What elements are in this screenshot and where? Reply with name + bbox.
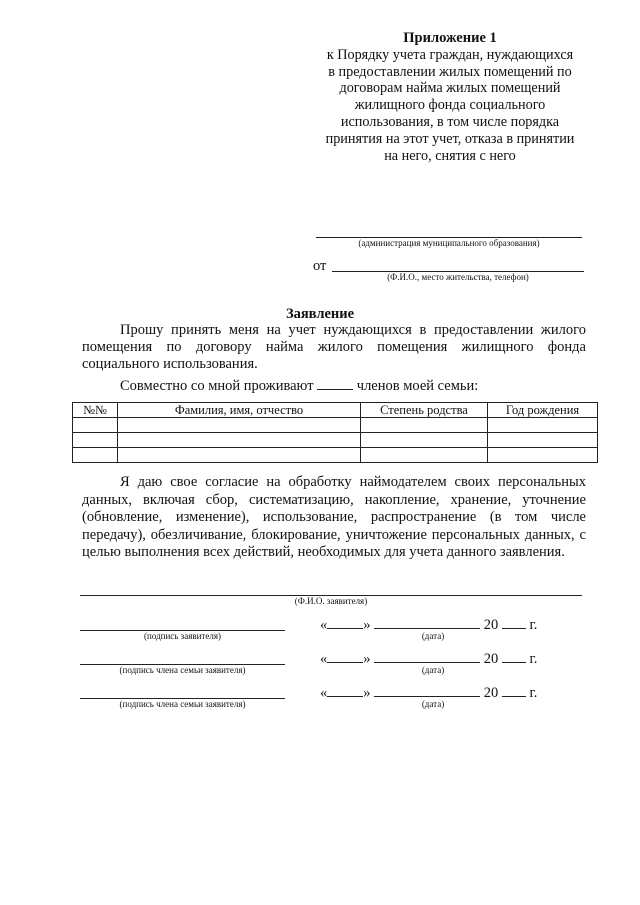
day-field[interactable] [327,616,363,629]
table-cell[interactable] [361,418,488,433]
table-cell[interactable] [118,433,361,448]
applicant-name-caption: (Ф.И.О. заявителя) [294,596,368,606]
table-row [73,433,598,448]
signature-caption: (подпись члена семьи заявителя) [119,699,246,709]
table-cell[interactable] [488,418,598,433]
statement-title: Заявление [285,306,355,322]
appendix-line: договорам найма жилых помещений [339,80,561,97]
appendix-line: к Порядку учета граждан, нуждающихся [326,46,574,63]
statement-paragraph: Прошу принять меня на учет нуждающихся в предоставлении жилого помещения по договору найма жилого помещения жилищного фонда социального использования. [82,322,586,372]
quote-close: » [363,685,371,701]
appendix-line: жилищного фонда социального [354,97,546,114]
table-cell[interactable] [73,418,118,433]
col-relation: Степень родства [361,403,488,418]
day-field[interactable] [327,684,363,697]
date-caption: (дата) [421,665,445,675]
appendix-line: на него, снятия с него [384,147,516,164]
day-field[interactable] [327,650,363,663]
table-cell[interactable] [361,433,488,448]
year-suffix: г. [529,617,538,633]
appendix-header [300,30,600,164]
century: 20 [483,617,499,633]
col-fullname: Фамилия, имя, отчество [118,403,361,418]
month-field[interactable] [374,616,480,629]
year-field[interactable] [502,650,526,663]
table-cell[interactable] [118,448,361,463]
col-birth-year: Год рождения [488,403,598,418]
admin-caption: (администрация муниципального образования) [358,238,540,248]
signature-caption: (подпись члена семьи заявителя) [119,665,246,675]
year-suffix: г. [529,651,538,667]
table-cell[interactable] [361,448,488,463]
table-cell[interactable] [118,418,361,433]
date-caption: (дата) [421,699,445,709]
year-field[interactable] [502,616,526,629]
appendix-title: Приложение 1 [403,30,497,46]
date-caption: (дата) [421,631,445,641]
family-members-table [72,402,598,463]
table-row [73,448,598,463]
appendix-line: принятия на этот учет, отказа в принятии [325,130,575,147]
consent-paragraph: Я даю свое согласие на обработку наймодателем своих персональных данных, включая сбор, систематизацию, накопление, хранение, уточнение (обновление, изменение), использование, распространение (в том числе передачу), обезличивание, блокирование, уничтожение персональных данных, с целью выполнения всех действий, необходимых для учета данного заявления. [82,474,586,560]
col-number: №№ [73,403,118,418]
from-caption: (Ф.И.О., место жительства, телефон) [387,272,529,282]
members-before: Совместно со мной проживают [120,378,314,394]
from-label: от [313,258,327,274]
members-line [82,377,586,395]
year-field[interactable] [502,684,526,697]
table-row [73,418,598,433]
members-count-field[interactable] [317,377,353,390]
table-header-row [73,403,598,418]
signature-caption: (подпись заявителя) [144,631,221,641]
members-after: членов моей семьи: [356,378,479,394]
year-suffix: г. [529,685,538,701]
quote-open: « [320,617,328,633]
table-cell[interactable] [73,448,118,463]
table-cell[interactable] [488,448,598,463]
month-field[interactable] [374,650,480,663]
quote-open: « [320,651,328,667]
century: 20 [483,685,499,701]
table-cell[interactable] [73,433,118,448]
appendix-line: в предоставлении жилых помещений по [328,63,572,80]
quote-open: « [320,685,328,701]
table-cell[interactable] [488,433,598,448]
month-field[interactable] [374,684,480,697]
quote-close: » [363,617,371,633]
quote-close: » [363,651,371,667]
appendix-line: использования, в том числе порядка [340,113,560,130]
century: 20 [483,651,499,667]
